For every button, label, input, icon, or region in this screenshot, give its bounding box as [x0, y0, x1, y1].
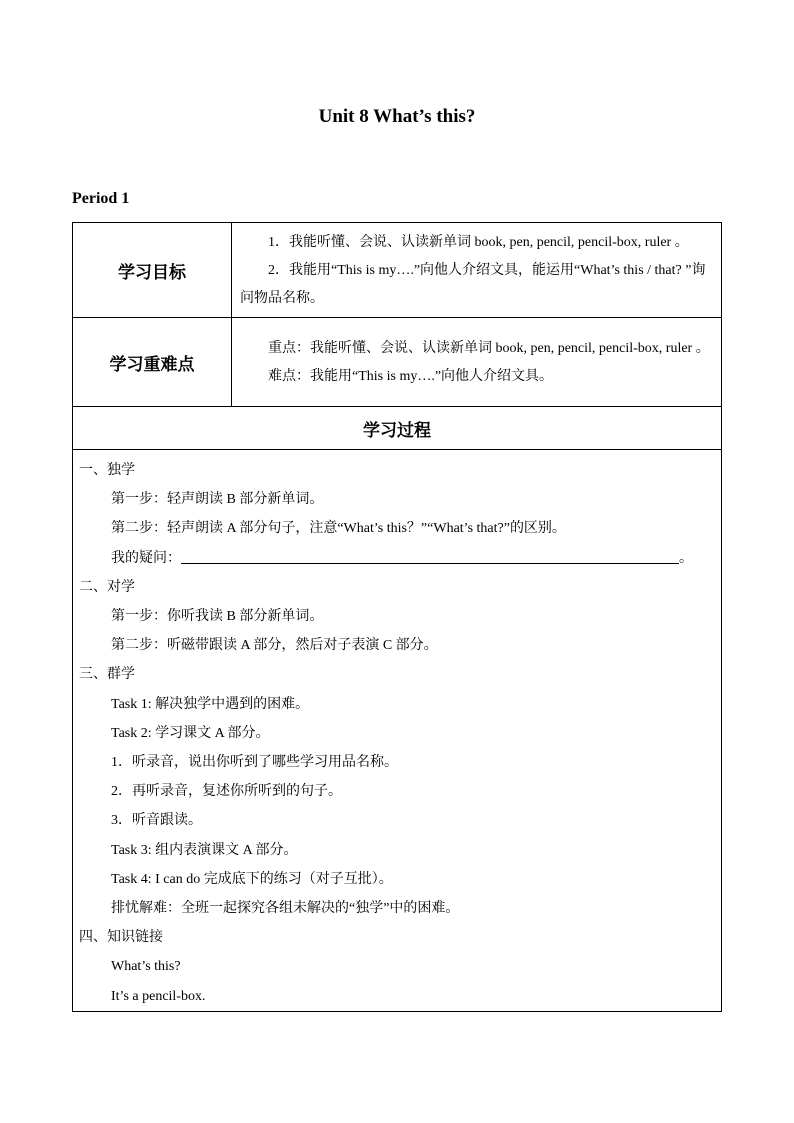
period-label: Period 1 — [72, 190, 130, 207]
lesson-table — [72, 222, 722, 1012]
process-header-row — [73, 407, 722, 450]
section-4-question: What’s this? — [111, 959, 181, 975]
process-row — [73, 450, 722, 1012]
question-end: 。 — [679, 550, 693, 566]
section-3-sub-1: 1．听录音，说出你听到了哪些学习用品名称。 — [111, 755, 398, 771]
process-content — [73, 450, 722, 1012]
key-points-line-1: 重点：我能听懂、会说、认读新单词 book, pen, pencil, pencil-box, ruler 。 — [268, 341, 710, 356]
page-title: Unit 8 What’s this? — [318, 106, 476, 127]
section-3-sub-2: 2．再听录音，复述你所听到的句子。 — [111, 784, 342, 800]
section-2-title: 二、对学 — [79, 579, 135, 595]
goals-label: 学习目标 — [73, 223, 232, 318]
section-1-step-1: 第一步：轻声朗读 B 部分新单词。 — [111, 492, 324, 508]
goals-line-1: 1．我能听懂、会说、认读新单词 book, pen, pencil, pencil-box, ruler 。 — [268, 235, 689, 250]
section-3-resolve: 排忧解难：全班一起探究各组未解决的“独学”中的困难。 — [111, 901, 460, 917]
question-line — [79, 544, 715, 573]
goals-content — [232, 223, 722, 318]
section-3-title: 三、群学 — [79, 667, 135, 683]
section-3-task-3: Task 3: 组内表演课文 A 部分。 — [111, 842, 298, 858]
question-blank[interactable] — [181, 547, 679, 564]
section-4-title: 四、知识链接 — [79, 930, 163, 946]
process-header: 学习过程 — [73, 407, 722, 450]
goals-row — [73, 223, 722, 318]
key-points-label: 学习重难点 — [73, 318, 232, 407]
goals-line-2: 2．我能用“This is my….”向他人介绍文具，能运用“What’s this / that? ”询问物品名称。 — [240, 263, 706, 306]
section-2-step-2: 第二步：听磁带跟读 A 部分，然后对子表演 C 部分。 — [111, 638, 438, 654]
section-3-task-1: Task 1: 解决独学中遇到的困难。 — [111, 696, 310, 712]
section-3-task-2: Task 2: 学习课文 A 部分。 — [111, 725, 270, 741]
key-points-row — [73, 318, 722, 407]
key-points-content — [232, 318, 722, 407]
section-2-step-1: 第一步：你听我读 B 部分新单词。 — [111, 609, 324, 625]
section-1-step-2: 第二步：轻声朗读 A 部分句子，注意“What’s this？”“What’s that?”的区别。 — [111, 521, 566, 537]
section-3-task-4: Task 4: I can do 完成底下的练习（对子互批）。 — [111, 871, 393, 887]
key-points-line-2: 难点：我能用“This is my….”向他人介绍文具。 — [268, 369, 554, 384]
section-4-answer: It’s a pencil-box. — [111, 988, 206, 1004]
section-3-sub-3: 3．听音跟读。 — [111, 813, 202, 829]
question-label: 我的疑问： — [111, 550, 181, 566]
section-1-title: 一、独学 — [79, 463, 135, 478]
